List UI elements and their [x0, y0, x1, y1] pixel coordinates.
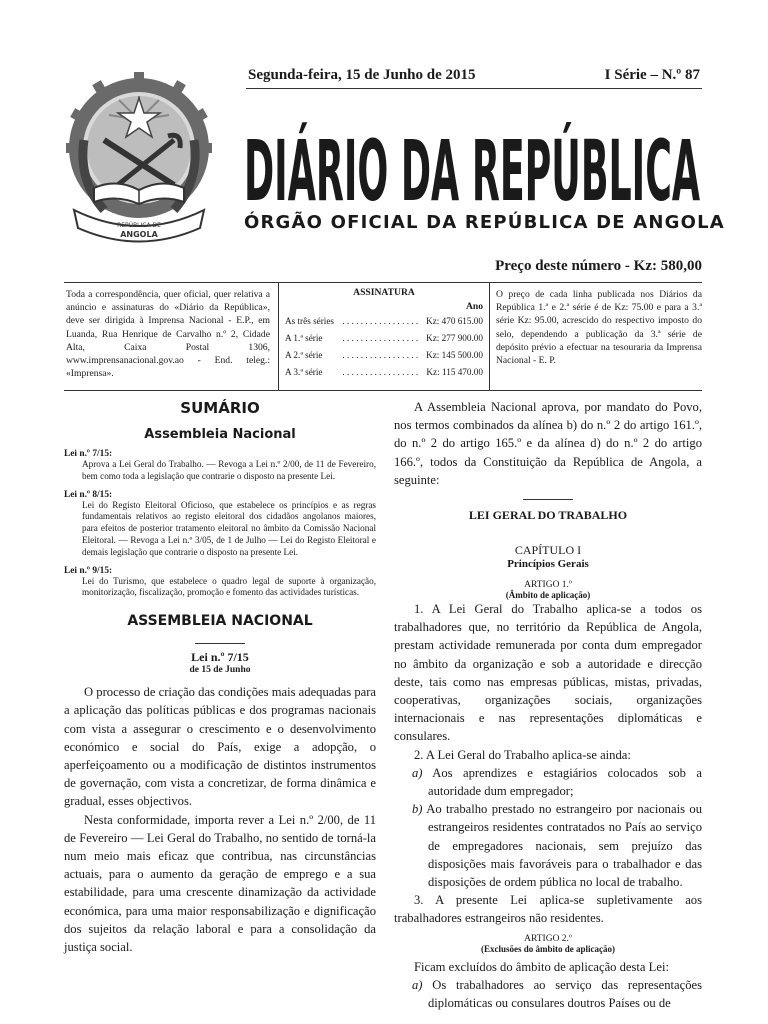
- emblem-text-bottom: ANGOLA: [120, 230, 158, 239]
- issue-date: Segunda-feira, 15 de Junho de 2015: [248, 67, 476, 83]
- subscription-row-dots: . . . . . . . . . . . . . . . . .: [342, 332, 419, 343]
- subscription-row-value: Kz: 145 500.00: [426, 349, 483, 360]
- body-paragraph: A Assembleia Nacional aprova, por mandato do Povo, nos termos combinados da alínea b) do n.º 2 do artigo 161.º, do n.º 2 do artigo 165.º e da alínea d) do n.º 2 do artigo 166.º, todos da Constituição da República de Angola, a seguinte:: [394, 400, 702, 487]
- subscription-row: [279, 312, 489, 329]
- subscription-row-label: A 3.ª série: [285, 366, 323, 377]
- subscription-row-dots: . . . . . . . . . . . . . . . . .: [342, 315, 419, 326]
- subscription-row-label: As três séries: [285, 315, 334, 326]
- pricing-notice: O preço de cada linha publicada nos Diários da República 1.ª e 2.ª série é de Kz: 75.00 e para a 3.ª série Kz: 95.00, acrescido do respectivo imposto do selo, dependendo a publicação da 3.ª série de depósito prévio a efectuar na tesouraria da Imprensa Nacional - E. P.: [496, 289, 702, 367]
- subscription-year-label: Ano: [465, 301, 483, 312]
- law-title: Lei n.º 7/15: [191, 650, 249, 665]
- body-paragraph: 1. A Lei Geral do Trabalho aplica-se a todos os trabalhadores que, no território da República de Angola, prestam actividade remunerada por conta dum empregador no âmbito da organização e sob a autoridade e direcção deste, tais como nas empresas públicas, mistas, privadas, cooperativas, organizações sociais, organizações internacionais e nas representações diplomáticas e consulares.: [394, 602, 702, 744]
- subscription-row-value: Kz: 470 615.00: [426, 315, 483, 326]
- summary-entry-description: Lei do Registo Eleitoral Oficioso, que estabelece os princípios e as regras fundamentais relativos ao registo eleitoral dos cidadãos angolanos maiores, para efeitos de posterior tratamento eleitoral no âmbito da Comissão Nacional Eleitoral. — Revoga a Lei n.º 3/05, de 1 de Julho — Lei do Registo Eleitoral e demais legislação que contrarie o disposto na presente Lei.: [82, 499, 376, 557]
- law-name: LEI GERAL DO TRABALHO: [468, 508, 628, 523]
- body-paragraph: Nesta conformidade, importa rever a Lei n.º 2/00, de 11 de Fevereiro — Lei Geral do Trabalho, no sentido de torná-la num meio mais eficaz que contribua, nas circunstâncias actuais, para o aumento da geração de emprego e a sua estabilidade, para uma crescente dinamização da actividade económica, para uma maior responsabilização e dignificação dos sujeitos da relação laboral e para a consolidação da justiça social.: [64, 812, 376, 955]
- emblem-text-top: REPÚBLICA DE: [117, 222, 161, 229]
- left-column: [64, 396, 376, 956]
- article-heading: ARTIGO 2.º: [524, 933, 572, 944]
- summary-entry-label: Lei n.º 8/15:: [64, 489, 113, 500]
- divider: [246, 88, 702, 89]
- masthead-subtitle: ÓRGÃO OFICIAL DA REPÚBLICA DE ANGOLA: [244, 212, 725, 233]
- masthead-title: [244, 118, 704, 213]
- masthead-title-text: DIÁRIO DA REPÚBLICA: [244, 122, 701, 213]
- subscription-row: [279, 346, 489, 363]
- chapter-heading: CAPÍTULO I: [514, 543, 582, 558]
- list-item-marker: a): [412, 977, 423, 992]
- list-item-text: Aos aprendizes e estagiários colocados sob a autoridade dum empregador;: [428, 765, 702, 799]
- list-item: [394, 764, 702, 800]
- correspondence-notice: Toda a correspondência, quer oficial, quer relativa a anúncio e assinaturas do «Diário da República», deve ser dirigida à Imprensa Nacional - E.P., em Luanda, Rua Henrique de Carvalho n.º 2, Cidade Alta, Caixa Postal 1306, www.imprensanacional.gov.ao - End. teleg.: «Imprensa».: [66, 289, 270, 380]
- subscription-row-value: Kz: 277 900.00: [426, 332, 483, 343]
- subscription-row-label: A 1.ª série: [285, 332, 323, 343]
- article-title: (Exclusões do âmbito de aplicação): [481, 943, 615, 954]
- summary-entry-description: Aprova a Lei Geral do Trabalho. — Revoga a Lei n.º 2/00, de 11 de Fevereiro, bem como toda a legislação que contrarie o disposto na presente Lei.: [82, 459, 376, 481]
- law-date: de 15 de Junho: [189, 665, 251, 676]
- list-item-text: Ao trabalho prestado no estrangeiro por nacionais ou estrangeiros residentes contratados no País ao serviço de empregadores nacionais, sem prejuízo das disposições mais favoráveis para o trabalhador e das disposições de ordem pública no local de trabalho.: [426, 802, 702, 890]
- subscription-heading: ASSINATURA: [353, 287, 415, 298]
- summary-entry-description: Lei do Turismo, que estabelece o quadro legal de suporte à organização, monitorização, fiscalização, promoção e fomento das actividades turísticas.: [82, 575, 376, 598]
- list-item-marker: a): [412, 765, 423, 780]
- divider: [64, 390, 702, 391]
- issue-series-number: I Série – N.º 87: [604, 67, 700, 83]
- divider: [195, 643, 245, 644]
- summary-entry-label: Lei n.º 7/15:: [64, 449, 113, 459]
- issue-price: Preço deste número - Kz: 580,00: [495, 258, 702, 274]
- subscription-row: [279, 363, 489, 380]
- body-paragraph: 3. A presente Lei aplica-se supletivamente aos trabalhadores estrangeiros não residentes.: [394, 893, 702, 926]
- summary-heading: SUMÁRIO: [180, 399, 260, 417]
- article-heading: ARTIGO 1.º: [524, 580, 572, 591]
- section-heading: ASSEMBLEIA NACIONAL: [127, 613, 313, 630]
- body-paragraph: O processo de criação das condições mais adequadas para a aplicação das políticas públicas e dos programas nacionais com vista a assegurar o crescimento e o desenvolvimento económico e social do País, exige a adopção, o aperfeiçoamento ou a modificação de distintos instrumentos de governação, com vista a concretizar, de forma dinâmica e gradual, esses objectivos.: [64, 685, 376, 809]
- list-item-text: Os trabalhadores ao serviço das representações diplomáticas ou consulares doutros Países ou de: [428, 977, 702, 1011]
- list-item: [394, 800, 702, 891]
- summary-section-heading: Assembleia Nacional: [144, 427, 296, 442]
- summary-entry-label: Lei n.º 9/15:: [64, 565, 113, 576]
- body-paragraph: Ficam excluídos do âmbito de aplicação desta Lei:: [414, 959, 669, 974]
- list-item: [394, 976, 702, 1012]
- article-title: (Âmbito de aplicação): [505, 590, 591, 601]
- divider: [523, 499, 573, 500]
- subscription-row: [279, 329, 489, 346]
- coat-of-arms-emblem: [64, 70, 214, 245]
- right-column: [394, 396, 702, 1012]
- list-item-marker: b): [412, 802, 423, 817]
- subscription-table: [278, 283, 490, 390]
- subscription-row-dots: . . . . . . . . . . . . . . . . .: [342, 366, 419, 377]
- subscription-row-value: Kz: 115 470.00: [426, 366, 483, 377]
- subscription-row-dots: . . . . . . . . . . . . . . . . .: [342, 349, 419, 360]
- chapter-title: Princípios Gerais: [507, 558, 589, 571]
- body-paragraph: 2. A Lei Geral do Trabalho aplica-se ainda:: [414, 747, 631, 762]
- subscription-row-label: A 2.ª série: [285, 349, 323, 360]
